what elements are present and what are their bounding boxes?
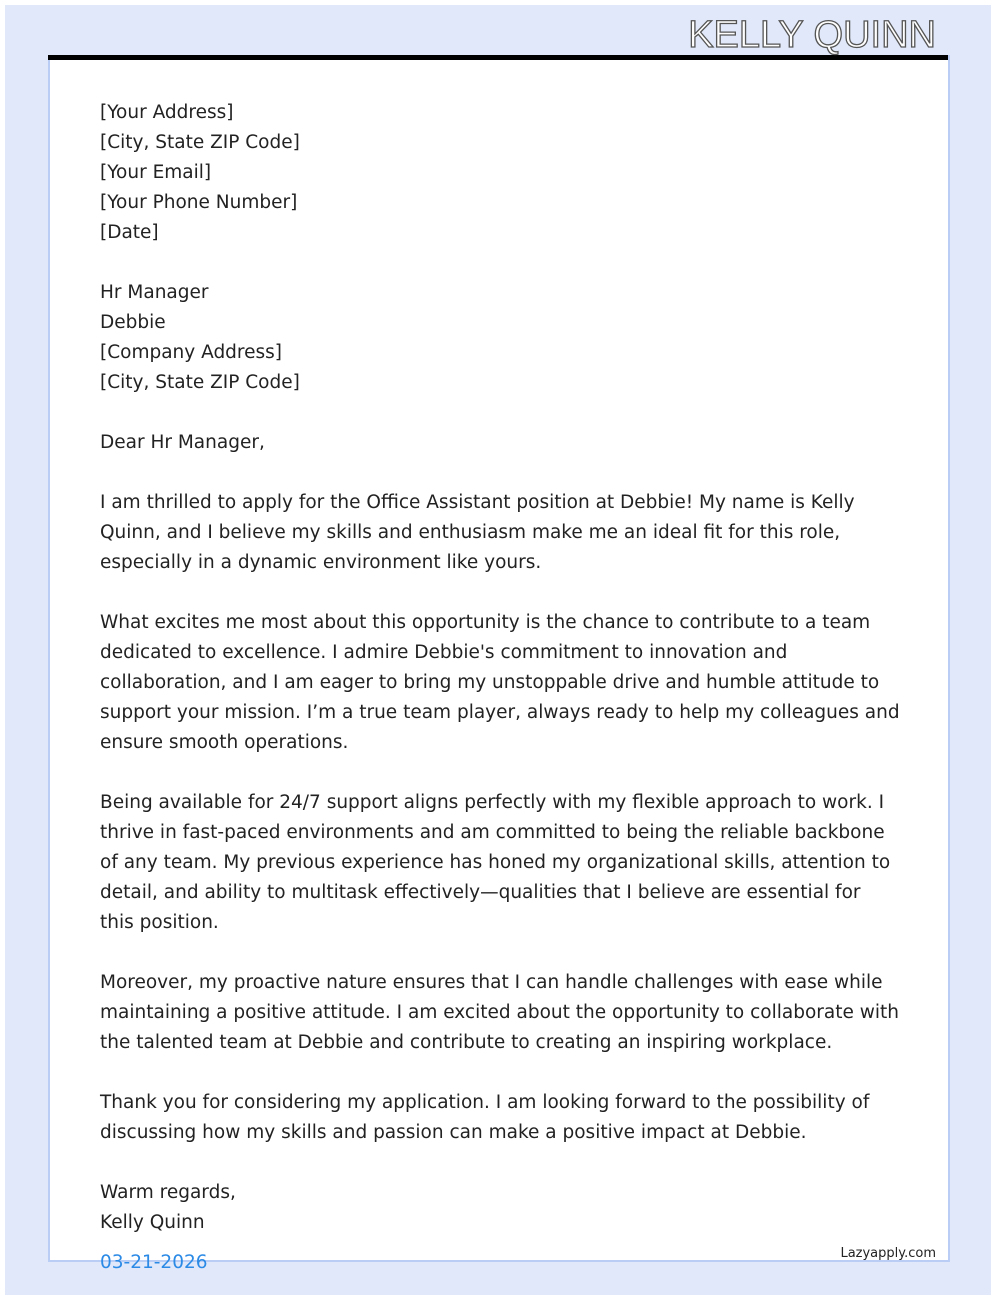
salutation: Dear Hr Manager, [100,432,265,453]
sender-line: [Date] [100,222,159,243]
sender-line: [Your Email] [100,162,212,183]
letter-body [100,98,900,1308]
brand-watermark: Lazyapply.com [840,1246,936,1261]
recipient-block [100,278,900,398]
signature: Kelly Quinn [100,1212,205,1233]
sender-line: [Your Address] [100,102,234,123]
recipient-line: Hr Manager [100,282,209,303]
sender-line: [Your Phone Number] [100,192,298,213]
applicant-name-heading: KELLY QUINN [688,14,936,56]
body-paragraph: I am thrilled to apply for the Office Assistant position at Debbie! My name is Kelly Quinn, and I believe my skills and enthusiasm make me an ideal fit for this role, especially in a dynamic environment like yours. [100,492,855,573]
closing: Warm regards, [100,1182,236,1203]
sender-line: [City, State ZIP Code] [100,132,300,153]
sender-block [100,98,900,248]
letter-date: 03-21-2026 [100,1252,208,1273]
body-paragraph: What excites me most about this opportunity is the chance to contribute to a team dedicated to excellence. I admire Debbie's commitment to innovation and collaboration, and I am eager to bring my unstoppable drive and humble attitude to support your mission. I’m a true team player, always ready to help my colleagues and ensure smooth operations. [100,612,900,753]
recipient-line: [City, State ZIP Code] [100,372,300,393]
closing-block [100,1178,900,1238]
body-paragraph: Thank you for considering my application. I am looking forward to the possibility of discussing how my skills and passion can make a positive impact at Debbie. [100,1092,870,1143]
recipient-line: Debbie [100,312,166,333]
body-paragraph: Being available for 24/7 support aligns perfectly with my flexible approach to work. I thrive in fast-paced environments and am committed to being the reliable backbone of any team. My previous experience has honed my organizational skills, attention to detail, and ability to multitask effectively—qualities that I believe are essential for this position. [100,792,891,933]
recipient-line: [Company Address] [100,342,283,363]
body-paragraph: Moreover, my proactive nature ensures that I can handle challenges with ease while maintaining a positive attitude. I am excited about the opportunity to collaborate with the talented team at Debbie and contribute to creating an inspiring workplace. [100,972,899,1053]
